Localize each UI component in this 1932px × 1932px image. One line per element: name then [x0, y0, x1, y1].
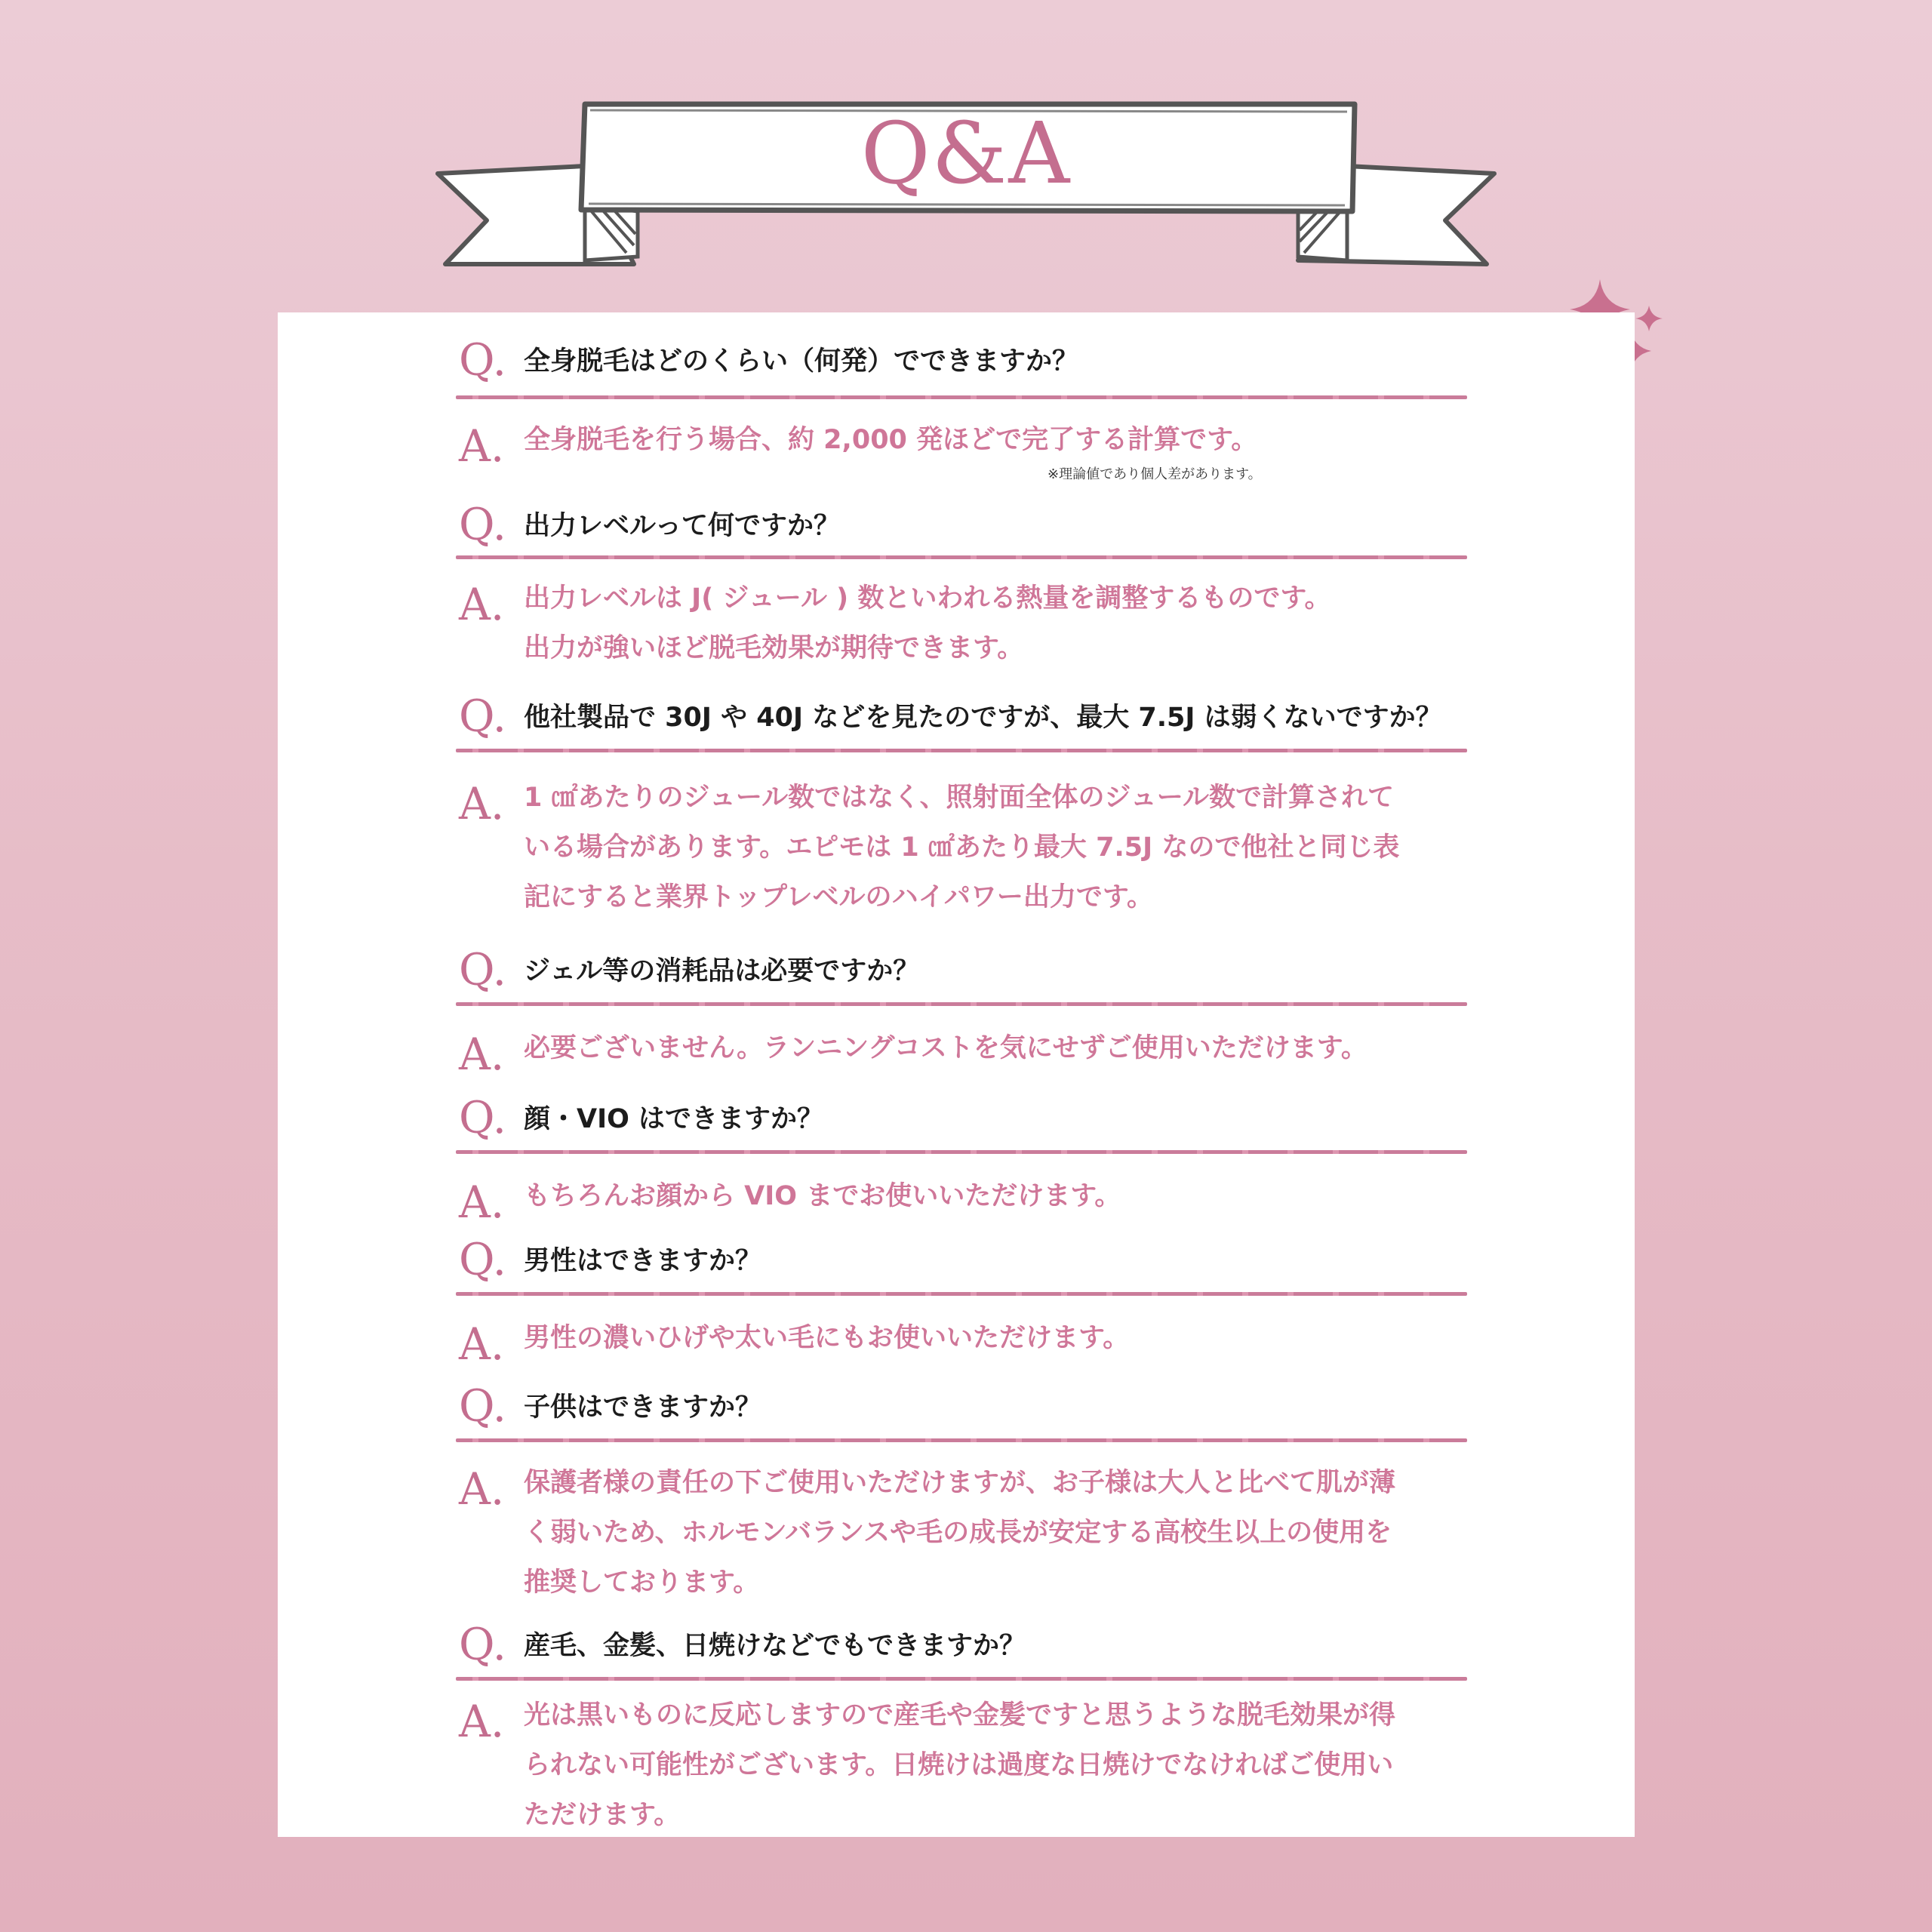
question-text: 全身脱毛はどのくらい（何発）でできますか？ [524, 346, 1079, 377]
a-mark: A. [459, 1696, 505, 1747]
answer-line: く弱いため、ホルモンバランスや毛の成長が安定する高校生以上の使用を [524, 1518, 1392, 1548]
question-text: 男性はできますか？ [524, 1246, 762, 1276]
answer-text [524, 574, 1469, 673]
q-mark: Q. [459, 1380, 507, 1432]
q-mark: Q. [459, 691, 507, 742]
q-mark: Q. [459, 1092, 507, 1143]
answer-line: ただけます。 [524, 1800, 681, 1830]
divider [456, 1002, 1467, 1006]
a-mark: A. [459, 778, 505, 829]
disclaimer-note: ※理論値であり個人差があります。 [1048, 466, 1262, 482]
answer-text: 男性の濃いひげや太い毛にもお使いいただけます。 [524, 1323, 1130, 1353]
answer-line: 出力が強いほど脱毛効果が期待できます。 [524, 633, 1024, 663]
q-mark: Q. [459, 499, 507, 550]
q-mark: Q. [459, 1234, 507, 1285]
a-mark: A. [459, 1177, 505, 1228]
answer-text: 全身脱毛を行う場合、約 2,000 発ほどで完了する計算です。 [524, 425, 1258, 455]
qa-card [278, 312, 1635, 1837]
q-mark: Q. [459, 1619, 507, 1670]
a-mark: A. [459, 420, 505, 472]
answer-line: 出力レベルは J( ジュール ) 数といわれる熱量を調整するものです。 [524, 583, 1331, 614]
answer-line: 光は黒いものに反応しますので産毛や金髪ですと思うような脱毛効果が得 [524, 1700, 1396, 1730]
a-mark: A. [459, 1318, 505, 1370]
q-mark: Q. [459, 944, 507, 995]
answer-text: 必要ございません。ランニングコストを気にせずご使用いただけます。 [524, 1033, 1367, 1063]
answer-text [524, 773, 1469, 922]
question-text: 他社製品で 30J や 40J などを見たのですが、最大 7.5J は弱くないですか？ [524, 703, 1442, 733]
answer-text: もちろんお顔から VIO までお使いいただけます。 [524, 1181, 1121, 1211]
answer-text [524, 1690, 1469, 1840]
answer-line: いる場合があります。エピモは 1 ㎠あたり最大 7.5J なので他社と同じ表 [524, 832, 1400, 863]
divider [456, 395, 1467, 399]
title-ribbon [430, 91, 1502, 279]
page-title: Q&A [860, 105, 1072, 203]
q-mark: Q. [459, 334, 507, 386]
divider [456, 1292, 1467, 1296]
divider [456, 1438, 1467, 1442]
divider [456, 1677, 1467, 1681]
answer-line: られない可能性がございます。日焼けは過度な日焼けでなければご使用い [524, 1750, 1394, 1780]
answer-line: 保護者様の責任の下ご使用いただけますが、お子様は大人と比べて肌が薄 [524, 1468, 1396, 1498]
divider [456, 555, 1467, 559]
question-text: 産毛、金髪、日焼けなどでもできますか？ [524, 1631, 1026, 1661]
a-mark: A. [459, 1029, 505, 1080]
question-text: 出力レベルって何ですか？ [524, 511, 840, 541]
question-text: 顔・VIO はできますか？ [524, 1104, 824, 1134]
divider [456, 749, 1467, 752]
answer-line: 1 ㎠あたりのジュール数ではなく、照射面全体のジュール数で計算されて [524, 783, 1395, 813]
answer-line: 推奨しております。 [524, 1567, 760, 1598]
question-text: 子供はできますか？ [524, 1392, 762, 1423]
a-mark: A. [459, 579, 505, 630]
a-mark: A. [459, 1463, 505, 1515]
answer-text [524, 1458, 1469, 1607]
divider [456, 1150, 1467, 1154]
answer-line: 記にすると業界トップレベルのハイパワー出力です。 [524, 882, 1154, 912]
question-text: ジェル等の消耗品は必要ですか？ [524, 956, 920, 986]
